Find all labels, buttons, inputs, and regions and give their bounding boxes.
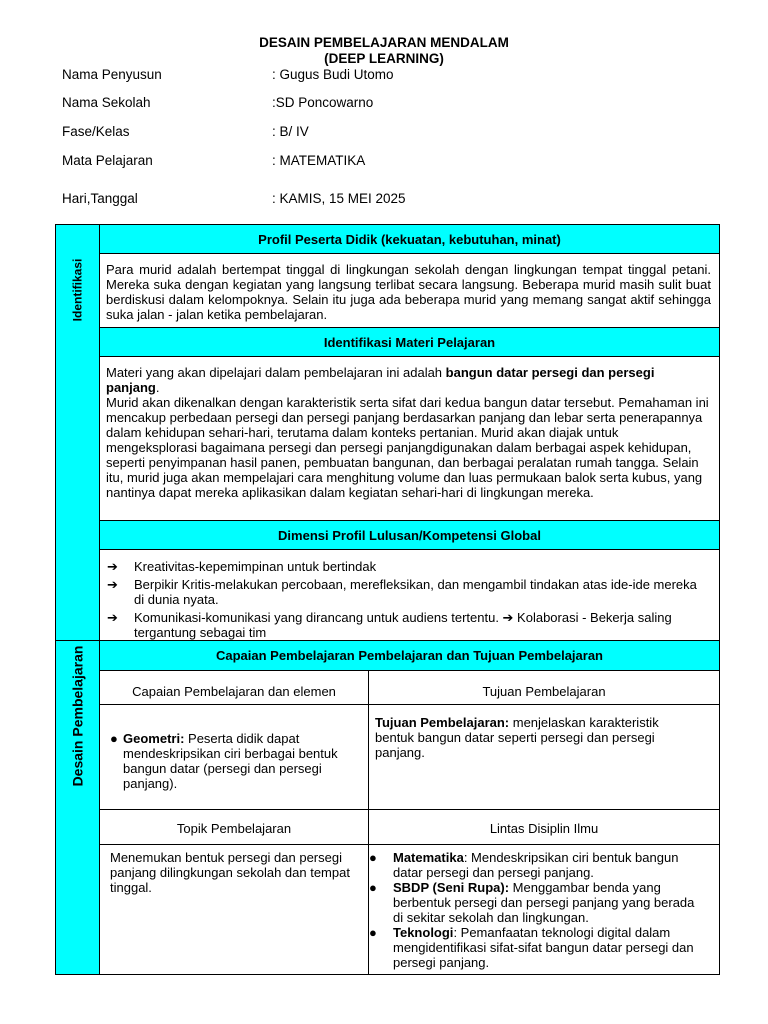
capaian-left-text: ● Geometri: Peserta didik dapat mendeskripsikan ciri berbagai bentuk bangun datar (persegi dan persegi panjang). xyxy=(110,731,338,791)
topik-col-right-head: Lintas Disiplin Ilmu xyxy=(368,809,720,845)
materi-text xyxy=(106,365,711,500)
topik-col-left-head: Topik Pembelajaran xyxy=(99,809,369,845)
side-label-identifikasi: Identifikasi xyxy=(70,258,85,322)
document-title: DESAIN PEMBELAJARAN MENDALAM xyxy=(259,35,509,50)
topik-right-cell xyxy=(368,844,720,975)
side-column-identifikasi xyxy=(55,224,100,641)
dimensi-list xyxy=(107,559,707,643)
topik-left-text: Menemukan bentuk persegi dan persegi panjang dilingkungan sekolah dan tempat tinggal. xyxy=(110,850,350,895)
materi-cell xyxy=(99,356,720,521)
list-item: ➔ Komunikasi-komunikasi yang dirancang untuk audiens tertentu. ➔ Kolaborasi - Bekerja saling tergantung sebagai tim xyxy=(107,610,672,640)
meta-value-sekolah: :SD Poncowarno xyxy=(272,95,374,110)
arrow-icon: ➔ xyxy=(107,610,118,625)
side-column-desain xyxy=(55,640,100,975)
capaian-left-cell xyxy=(99,704,369,810)
bullet-icon: ● xyxy=(110,731,118,746)
meta-value-fase: : B/ IV xyxy=(272,124,309,139)
meta-label-mapel: Mata Pelajaran xyxy=(62,153,153,168)
capaian-header: Capaian Pembelajaran Pembelajaran dan Tujuan Pembelajaran xyxy=(99,640,720,671)
profil-cell xyxy=(99,253,720,328)
list-item: ● Teknologi: Pemanfaatan teknologi digital dalam mengidentifikasi sifat-sifat bangun datar persegi dan persegi panjang. xyxy=(369,925,694,970)
meta-label-fase: Fase/Kelas xyxy=(62,124,130,139)
list-item: ➔ Kreativitas-kepemimpinan untuk bertindak xyxy=(107,559,377,574)
dimensi-header: Dimensi Profil Lulusan/Kompetensi Global xyxy=(99,520,720,550)
list-item: ● Matematika: Mendeskripsikan ciri bentuk bangun datar persegi dan persegi panjang. xyxy=(369,850,679,880)
bullet-icon: ● xyxy=(369,880,377,895)
document-subtitle: (DEEP LEARNING) xyxy=(324,51,444,66)
dimensi-cell xyxy=(99,549,720,641)
list-item: ● SBDP (Seni Rupa): Menggambar benda yang berbentuk persegi dan persegi panjang yang berada di sekitar sekolah dan lingkungan. xyxy=(369,880,695,925)
meta-value-tanggal: : KAMIS, 15 MEI 2025 xyxy=(272,191,406,206)
capaian-col-left-head: Capaian Pembelajaran dan elemen xyxy=(99,670,369,705)
bullet-icon: ● xyxy=(369,925,377,940)
materi-header: Identifikasi Materi Pelajaran xyxy=(99,327,720,357)
capaian-right-cell xyxy=(368,704,720,810)
arrow-icon: ➔ xyxy=(107,559,118,574)
meta-value-penyusun: : Gugus Budi Utomo xyxy=(272,67,394,82)
meta-label-sekolah: Nama Sekolah xyxy=(62,95,151,110)
side-label-desain: Desain Pembelajaran xyxy=(69,645,86,787)
meta-value-mapel: : MATEMATIKA xyxy=(272,153,366,168)
profil-text: Para murid adalah bertempat tinggal di lingkungan sekolah dengan lingkungan tempat tinggal petani. Mereka suka dengan kegiatan yang langsung terlibat secara langsung. Beberapa murid masih sulit buat berdiskusi dalam kelompoknya. Selain itu juga ada beberapa murid yang memang sangat aktif sehingga suka jalan - jalan ketika pembelajaran. xyxy=(106,262,711,322)
topik-left-cell xyxy=(99,844,369,975)
list-item: ➔ Berpikir Kritis-melakukan percobaan, merefleksikan, dan mengambil tindakan atas ide-ide mereka di dunia nyata. xyxy=(107,577,697,607)
materi-body: Murid akan dikenalkan dengan karakteristik serta sifat dari kedua bangun datar tersebut. Pemahaman ini mencakup perbedaan persegi dan persegi panjang berdasarkan panjang dan lebar serta penerapannya dalam kehidupan sehari-hari, terutama dalam konteks pertanian. Murid akan diajak untuk mengeksplorasi bagaimana persegi dan persegi panjangdigunakan dalam berbagai aspek kehidupan, seperti penyimpanan hasil panen, pembuatan bangunan, dan berbagai peralatan rumah tangga. Selain itu, murid juga akan mempelajari cara menghitung volume dan luas permukaan balok serta kubus, yang nantinya dapat mereka aplikasikan dalam kegiatan sehari-hari di lingkungan mereka. xyxy=(106,395,709,500)
profil-header: Profil Peserta Didik (kekuatan, kebutuhan, minat) xyxy=(99,224,720,254)
capaian-col-right-head: Tujuan Pembelajaran xyxy=(368,670,720,705)
meta-label-penyusun: Nama Penyusun xyxy=(62,67,162,82)
materi-intro-bold: bangun datar persegi dan persegi panjang xyxy=(106,365,655,395)
materi-intro: Materi yang akan dipelajari dalam pembelajaran ini adalah xyxy=(106,365,446,380)
arrow-icon: ➔ xyxy=(107,577,118,592)
capaian-right-text: Tujuan Pembelajaran: menjelaskan karakteristik bentuk bangun datar seperti persegi dan persegi panjang. xyxy=(375,715,659,760)
materi-intro-end: . xyxy=(155,380,160,395)
meta-label-tanggal: Hari,Tanggal xyxy=(62,191,138,206)
bullet-icon: ● xyxy=(369,850,377,865)
lintas-disiplin-list xyxy=(369,850,705,970)
